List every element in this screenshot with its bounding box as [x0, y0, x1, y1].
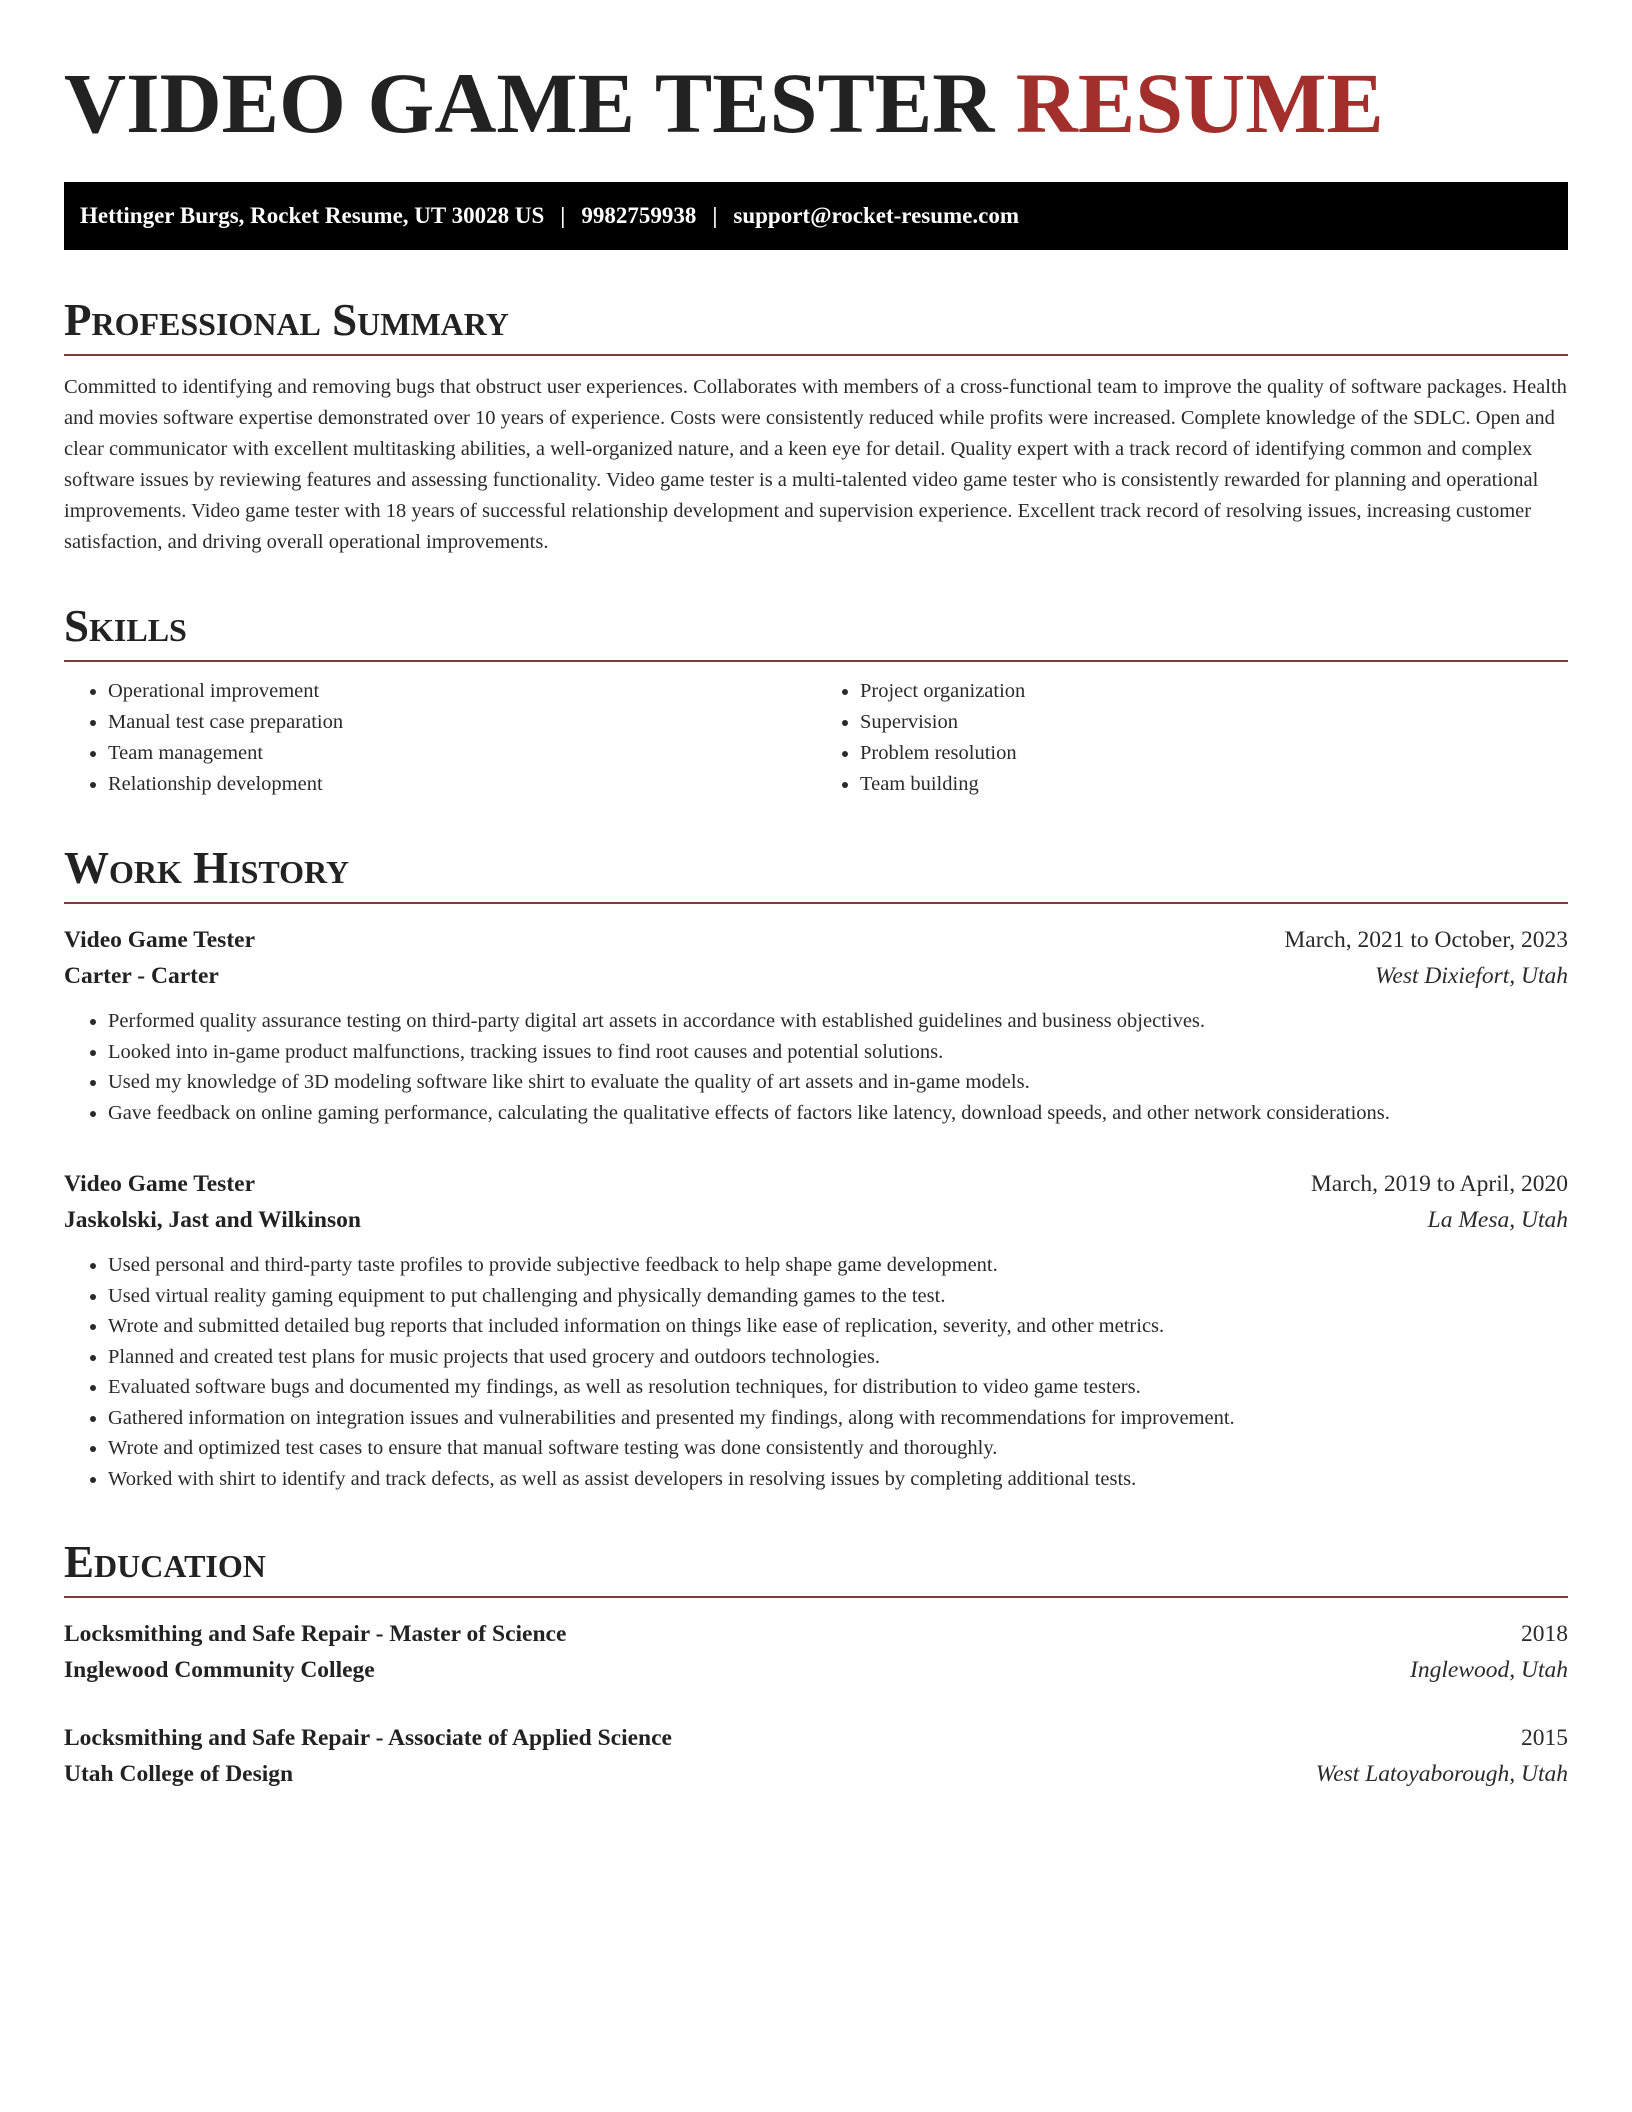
job-bullet: • Used virtual reality gaming equipment to put challenging and physically demanding games to the test.: [108, 1281, 1568, 1312]
education-degree: Locksmithing and Safe Repair - Master of Science: [64, 1621, 567, 1647]
summary-text: Committed to identifying and removing bugs that obstruct user experiences. Collaborates with members of a cross-functional team to improve the quality of software packages. Health and movies software expertise demonstrated over 10 years of experience. Costs were consistently reduced while profits were increased. Complete knowledge of the SDLC. Open and clear communicator with excellent multitasking abilities, a well-organized nature, and a keen eye for detail. Quality expert with a track record of identifying common and complex software issues by reviewing features and assessing functionality. Video game tester is a multi-talented video game tester who is consistently rewarded for planning and operational improvements. Video game tester with 18 years of successful relationship development and supervision experience. Excellent track record of resolving issues, increasing customer satisfaction, and driving overall operational improvements.: [64, 376, 1567, 553]
skills-left-list: [64, 676, 816, 800]
skill-item: • Problem resolution: [860, 738, 1568, 769]
education-school: Utah College of Design: [64, 1761, 294, 1787]
resume-title: [64, 50, 1568, 156]
job-entry: [64, 922, 1568, 1128]
skill-item: • Operational improvement: [108, 676, 816, 707]
education-degree: Locksmithing and Safe Repair - Associate of Applied Science: [64, 1725, 672, 1751]
job-location: La Mesa, Utah: [1427, 1207, 1568, 1233]
job-company: Jaskolski, Jast and Wilkinson: [64, 1207, 361, 1233]
job-location: West Dixiefort, Utah: [1375, 963, 1568, 989]
contact-phone: 9982759938: [581, 203, 697, 228]
job-bullet: • Used my knowledge of 3D modeling software like shirt to evaluate the quality of art assets and in-game models.: [108, 1067, 1568, 1098]
education-heading: Education: [64, 1538, 1568, 1598]
summary-heading: Professional Summary: [64, 296, 1568, 356]
education-year: 2015: [1521, 1725, 1568, 1751]
job-bullet: • Wrote and submitted detailed bug reports that included information on things like ease of replication, severity, and other metrics.: [108, 1311, 1568, 1342]
job-title: Video Game Tester: [64, 1171, 256, 1197]
job-bullet: • Gathered information on integration issues and vulnerabilities and presented my findings, along with recommendations for improvement.: [108, 1403, 1568, 1434]
skills-heading: Skills: [64, 602, 1568, 662]
education-school: Inglewood Community College: [64, 1657, 375, 1683]
summary-section: [64, 296, 1568, 558]
education-entry: [64, 1616, 1568, 1688]
job-bullet: • Performed quality assurance testing on third-party digital art assets in accordance with established guidelines and business objectives.: [108, 1006, 1568, 1037]
education-section: [64, 1538, 1568, 1792]
job-dates: March, 2021 to October, 2023: [1284, 927, 1568, 953]
job-bullet: • Evaluated software bugs and documented my findings, as well as resolution techniques, for distribution to video game testers.: [108, 1372, 1568, 1403]
job-bullet: • Used personal and third-party taste profiles to provide subjective feedback to help shape game development.: [108, 1250, 1568, 1281]
contact-bar: [64, 182, 1568, 250]
education-year: 2018: [1521, 1621, 1568, 1647]
job-bullets: [64, 1250, 1568, 1494]
job-entry: [64, 1166, 1568, 1494]
job-bullet: • Looked into in-game product malfunctions, tracking issues to find root causes and potential solutions.: [108, 1037, 1568, 1068]
education-entry: [64, 1720, 1568, 1792]
education-location: Inglewood, Utah: [1410, 1657, 1568, 1683]
skills-right-list: [816, 676, 1568, 800]
contact-separator: |: [560, 203, 566, 228]
contact-email: support@rocket-resume.com: [733, 203, 1020, 228]
skill-item: • Manual test case preparation: [108, 707, 816, 738]
job-company: Carter - Carter: [64, 963, 219, 989]
skills-section: [64, 602, 1568, 800]
title-accent: RESUME: [1015, 55, 1384, 151]
skill-item: • Team management: [108, 738, 816, 769]
title-main: VIDEO GAME TESTER: [64, 55, 995, 151]
job-dates: March, 2019 to April, 2020: [1310, 1171, 1568, 1197]
job-bullet: • Wrote and optimized test cases to ensure that manual software testing was done consistently and thoroughly.: [108, 1433, 1568, 1464]
work-section: [64, 844, 1568, 1494]
education-location: West Latoyaborough, Utah: [1315, 1761, 1568, 1787]
skill-item: • Supervision: [860, 707, 1568, 738]
job-bullets: [64, 1006, 1568, 1128]
job-bullet: • Worked with shirt to identify and track defects, as well as assist developers in resolving issues by completing additional tests.: [108, 1464, 1568, 1495]
contact-address: Hettinger Burgs, Rocket Resume, UT 30028 US: [80, 203, 545, 228]
skill-item: • Project organization: [860, 676, 1568, 707]
skills-columns: [64, 676, 1568, 800]
contact-separator: |: [712, 203, 718, 228]
job-bullet: • Planned and created test plans for music projects that used grocery and outdoors technologies.: [108, 1342, 1568, 1373]
job-title: Video Game Tester: [64, 927, 256, 953]
work-heading: Work History: [64, 844, 1568, 904]
job-bullet: • Gave feedback on online gaming performance, calculating the qualitative effects of factors like latency, download speeds, and other network considerations.: [108, 1098, 1568, 1129]
skill-item: • Relationship development: [108, 769, 816, 800]
skill-item: • Team building: [860, 769, 1568, 800]
